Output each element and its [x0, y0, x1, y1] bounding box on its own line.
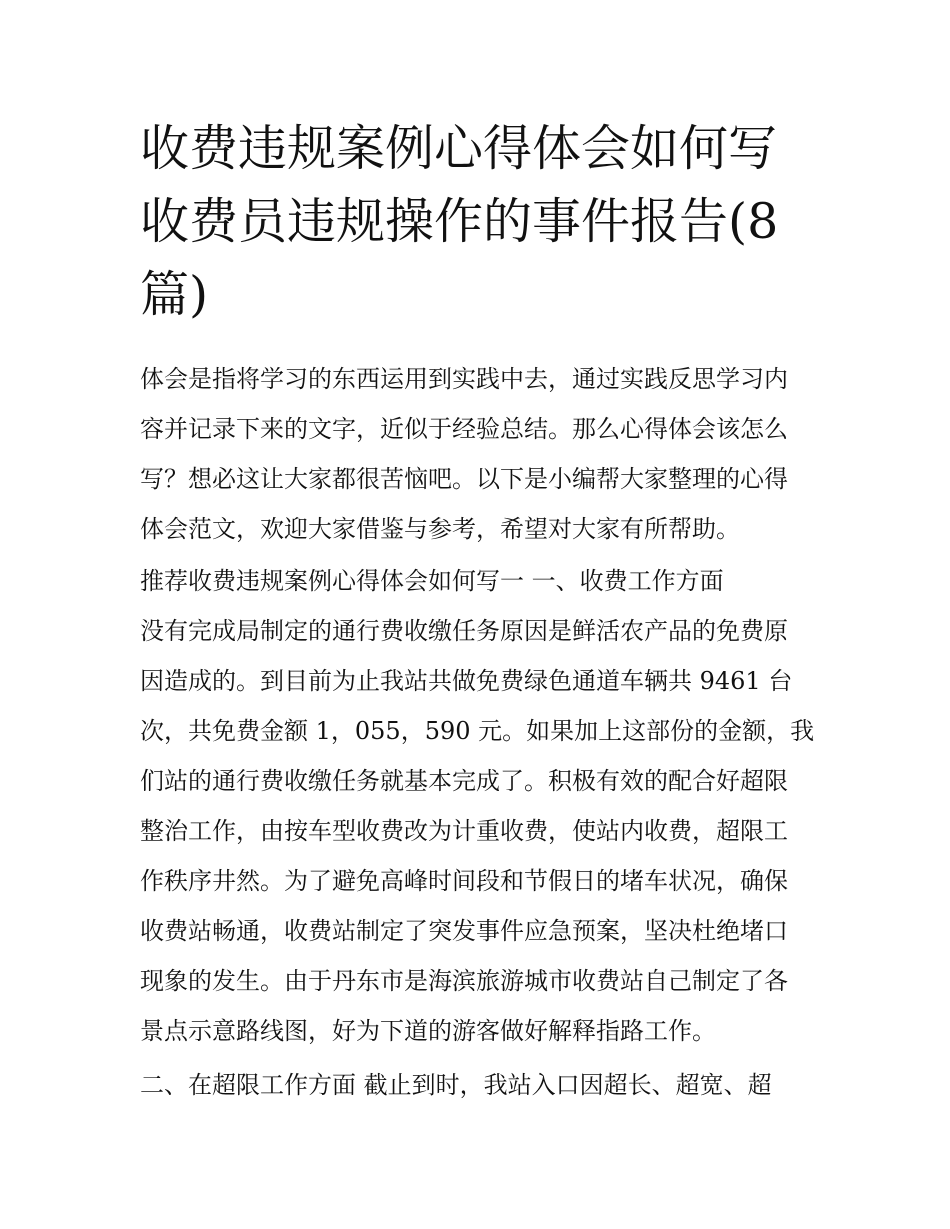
body-line-9: 们站的通行费收缴任务就基本完成了。积极有效的配合好超限: [140, 767, 788, 795]
body-line-10: 整治工作，由按车型收费改为计重收费，使站内收费，超限工: [140, 817, 788, 845]
document-title: [140, 112, 820, 331]
body-line-5: 推荐收费违规案例心得体会如何写一 一、收费工作方面: [140, 567, 724, 595]
body-line-2: 容并记录下来的文字，近似于经验总结。那么心得体会该怎么: [140, 415, 788, 443]
body-line-3: 写？想必这让大家都很苦恼吧。以下是小编帮大家整理的心得: [140, 465, 788, 493]
body-line-6: 没有完成局制定的通行费收缴任务原因是鲜活农产品的免费原: [140, 617, 788, 645]
body-line-7: 因造成的。到目前为止我站共做免费绿色通道车辆共 9461 台: [140, 667, 793, 695]
body-line-1: 体会是指将学习的东西运用到实践中去，通过实践反思学习内: [140, 365, 788, 393]
title-line-3: 篇): [140, 266, 209, 323]
body-line-13: 现象的发生。由于丹东市是海滨旅游城市收费站自己制定了各: [140, 967, 788, 995]
body-line-8: 次，共免费金额 1，055，590 元。如果加上这部份的金额，我: [140, 717, 815, 745]
title-line-1: 收费违规案例心得体会如何写: [140, 120, 778, 177]
body-line-14: 景点示意路线图，好为下道的游客做好解释指路工作。: [140, 1017, 716, 1045]
body-line-12: 收费站畅通，收费站制定了突发事件应急预案，坚决杜绝堵口: [140, 917, 788, 945]
body-line-4: 体会范文，欢迎大家借鉴与参考，希望对大家有所帮助。: [140, 515, 740, 543]
body-line-15: 二、在超限工作方面 截止到时，我站入口因超长、超宽、超: [140, 1071, 772, 1099]
title-line-2: 收费员违规操作的事件报告(8: [140, 193, 779, 250]
body-line-11: 作秩序井然。为了避免高峰时间段和节假日的堵车状况，确保: [140, 867, 788, 895]
